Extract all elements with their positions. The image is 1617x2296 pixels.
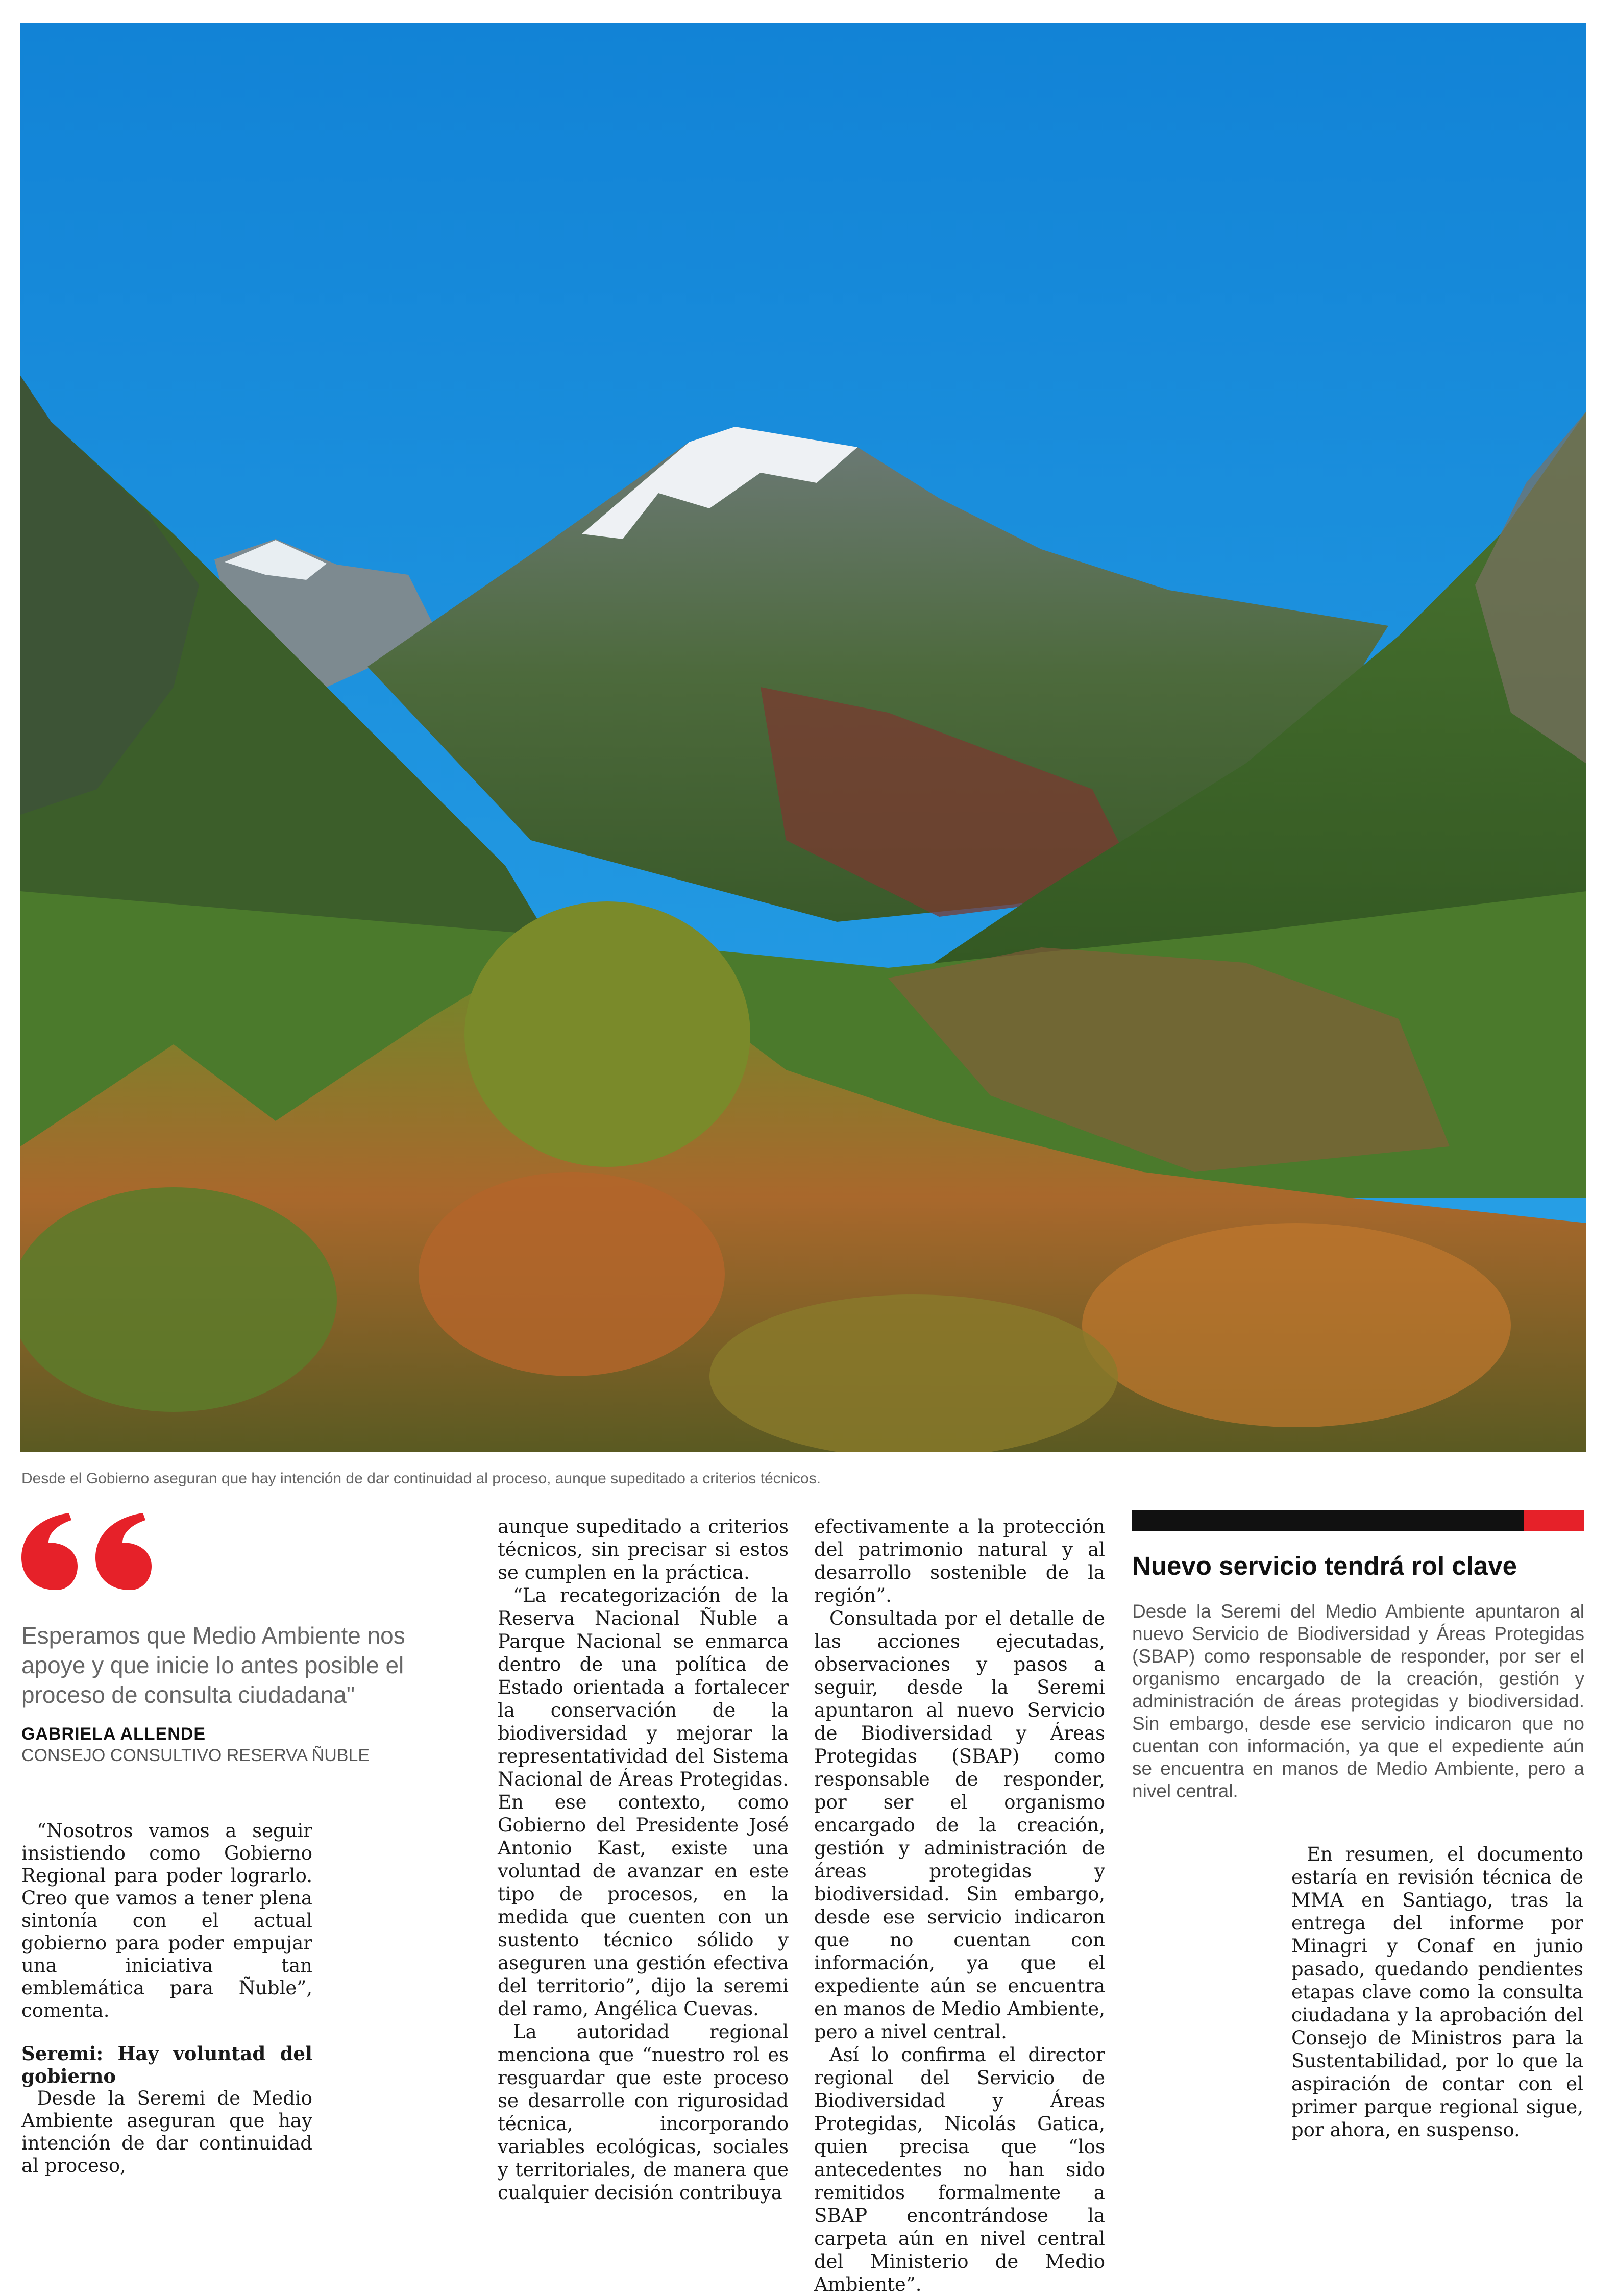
paragraph: Así lo confirma el director regional del Servicio de Biodiversidad y Áreas Protegidas, Nicolás Gatica, quien precisa que “los antecedentes no han sido remitidos formalmente a SBAP encontrándose la carpeta aún en nivel central del Ministerio de Medio Ambiente”. xyxy=(814,2044,1105,2295)
paragraph: “Nosotros vamos a seguir insistiendo como Gobierno Regional para poder lograrlo. Creo que vamos a tener plena sintonía con el actual gobierno para poder empujar una iniciativa tan emblemática para Ñuble”, comenta. xyxy=(21,1820,312,2021)
mountain-landscape-photo xyxy=(20,23,1586,1452)
paragraph: En resumen, el documento estaría en revisión técnica de MMA en Santiago, tras la entrega del informe por Minagri y Conaf en junio pasado, quedando pendientes etapas clave como la consulta ciudadana y la aprobación del Consejo de Ministros para la Sustentabilidad, por lo que la aspiración de contar con el primer parque regional sigue, por ahora, en suspenso. xyxy=(1291,1843,1583,2141)
sidebar-box-bar xyxy=(1132,1510,1584,1531)
paragraph: efectivamente a la protección del patrimonio natural y al desarrollo sostenible de la región”. xyxy=(814,1516,1105,1606)
paragraph: Consultada por el detalle de las acciones ejecutadas, observaciones y pasos a seguir, desde la Seremi apuntaron al nuevo Servicio de Biodiversidad y Áreas Protegidas (SBAP) como responsable de responder, por ser el organismo encargado de la creación, gestión y administración de áreas protegidas y biodiversidad. Sin embargo, desde ese servicio indicaron que no cuentan con información, ya que el expediente aún se encuentra en manos de Medio Ambiente, pero a nivel central. xyxy=(814,1607,1105,2043)
article-column-3 xyxy=(814,1515,1105,2296)
article-column-4 xyxy=(1291,1843,1583,2141)
photo-caption: Desde el Gobierno aseguran que hay intención de dar continuidad al proceso, aunque supeditado a criterios técnicos. xyxy=(21,1470,821,1487)
landscape-illustration xyxy=(20,23,1586,1452)
sidebar-box-text: Desde la Seremi del Medio Ambiente apuntaron al nuevo Servicio de Biodiversidad y Áreas Protegidas (SBAP) como responsable de responder, por ser el organismo encargado de la creación, gestión y administración de áreas protegidas y biodiversidad. Sin embargo, desde ese servicio indicaron que no cuentan con información, ya que el expediente aún se encuentra en manos de Medio Ambiente, pero a nivel central. xyxy=(1132,1601,1584,1801)
tree-left xyxy=(464,901,750,1167)
paragraph: aunque supeditado a criterios técnicos, sin precisar si estos se cumplen en la práctica. xyxy=(498,1516,789,1583)
quote-role: CONSEJO CONSULTIVO RESERVA ÑUBLE xyxy=(21,1746,370,1765)
sidebar-box-accent xyxy=(1524,1510,1584,1531)
article-column-2 xyxy=(498,1515,789,2204)
pull-quote: Esperamos que Medio Ambiente nos apoye y que inicie lo antes posible el proceso de consulta ciudadana" xyxy=(21,1622,405,1708)
quote-mark-icon xyxy=(20,1511,158,1593)
article-column-1 xyxy=(21,1820,312,2197)
paragraph: La autoridad regional menciona que “nuestro rol es resguardar que este proceso se desarrolle con rigurosidad técnica, incorporando variables ecológicas, sociales y territoriales, de manera que cualquier decisión contribuya xyxy=(498,2021,789,2204)
subheading: Seremi: Hay voluntad del gobierno xyxy=(21,2042,312,2087)
quote-author: GABRIELA ALLENDE xyxy=(21,1724,206,1744)
autumn-shrub xyxy=(419,1172,725,1376)
paragraph: “La recategorización de la Reserva Nacional Ñuble a Parque Nacional se enmarca dentro de una política de Estado orientada a fortalecer la conservación de la biodiversidad y mejorar la representatividad del Sistema Nacional de Áreas Protegidas. En ese contexto, como Gobierno del Presidente José Antonio Kast, existe una voluntad de avanzar en este tipo de procesos, en la medida que cuenten con un sustento técnico sólido y aseguren una gestión efectiva del territorio”, dijo la seremi del ramo, Angélica Cuevas. xyxy=(498,1584,789,2020)
paragraph: Desde la Seremi de Medio Ambiente aseguran que hay intención de dar continuidad al proceso, xyxy=(21,2087,312,2177)
sidebar-box-title: Nuevo servicio tendrá rol clave xyxy=(1132,1551,1517,1580)
